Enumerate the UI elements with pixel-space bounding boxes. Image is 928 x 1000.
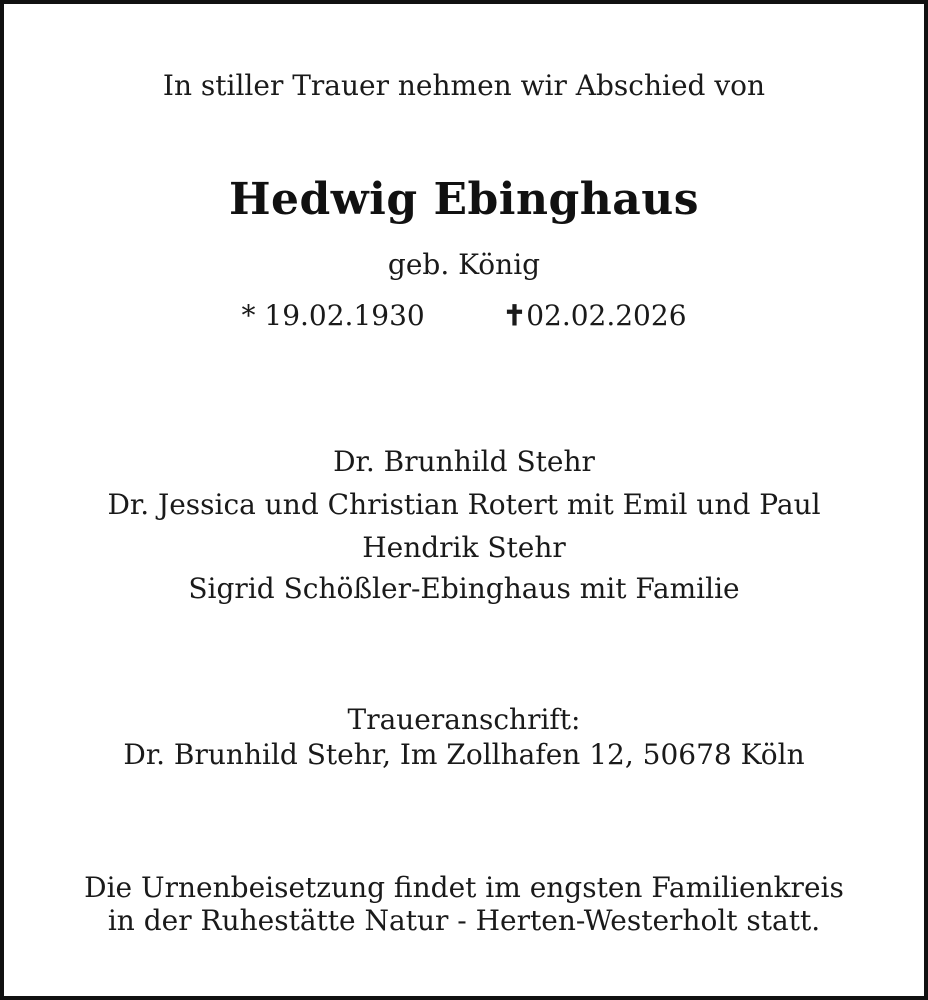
mourning-address: Dr. Brunhild Stehr, Im Zollhafen 12, 50678 Köln [123,738,805,771]
intro-text: In stiller Trauer nehmen wir Abschied von [162,69,766,102]
mourner-line: Hendrik Stehr [362,531,566,564]
mourner-line: Dr. Brunhild Stehr [333,445,595,478]
death-date-group [503,298,687,334]
funeral-info-line: in der Ruhestätte Natur - Herten-Westerholt statt. [107,904,821,937]
address-label: Traueranschrift: [347,703,581,736]
birth-date: 19.02.1930 [264,299,425,332]
birth-star-icon: * [241,299,256,332]
maiden-name: geb. König [387,248,541,281]
funeral-info-line: Die Urnenbeisetzung findet im engsten Familienkreis [84,871,844,904]
life-dates [4,298,924,334]
death-date: 02.02.2026 [526,299,687,332]
mourner-line: Dr. Jessica und Christian Rotert mit Emil und Paul [107,488,821,521]
cross-icon: ✝ [502,299,527,332]
deceased-name: Hedwig Ebinghaus [228,174,700,225]
birth-date-group [241,298,424,334]
mourner-line: Sigrid Schößler-Ebinghaus mit Familie [188,572,740,605]
